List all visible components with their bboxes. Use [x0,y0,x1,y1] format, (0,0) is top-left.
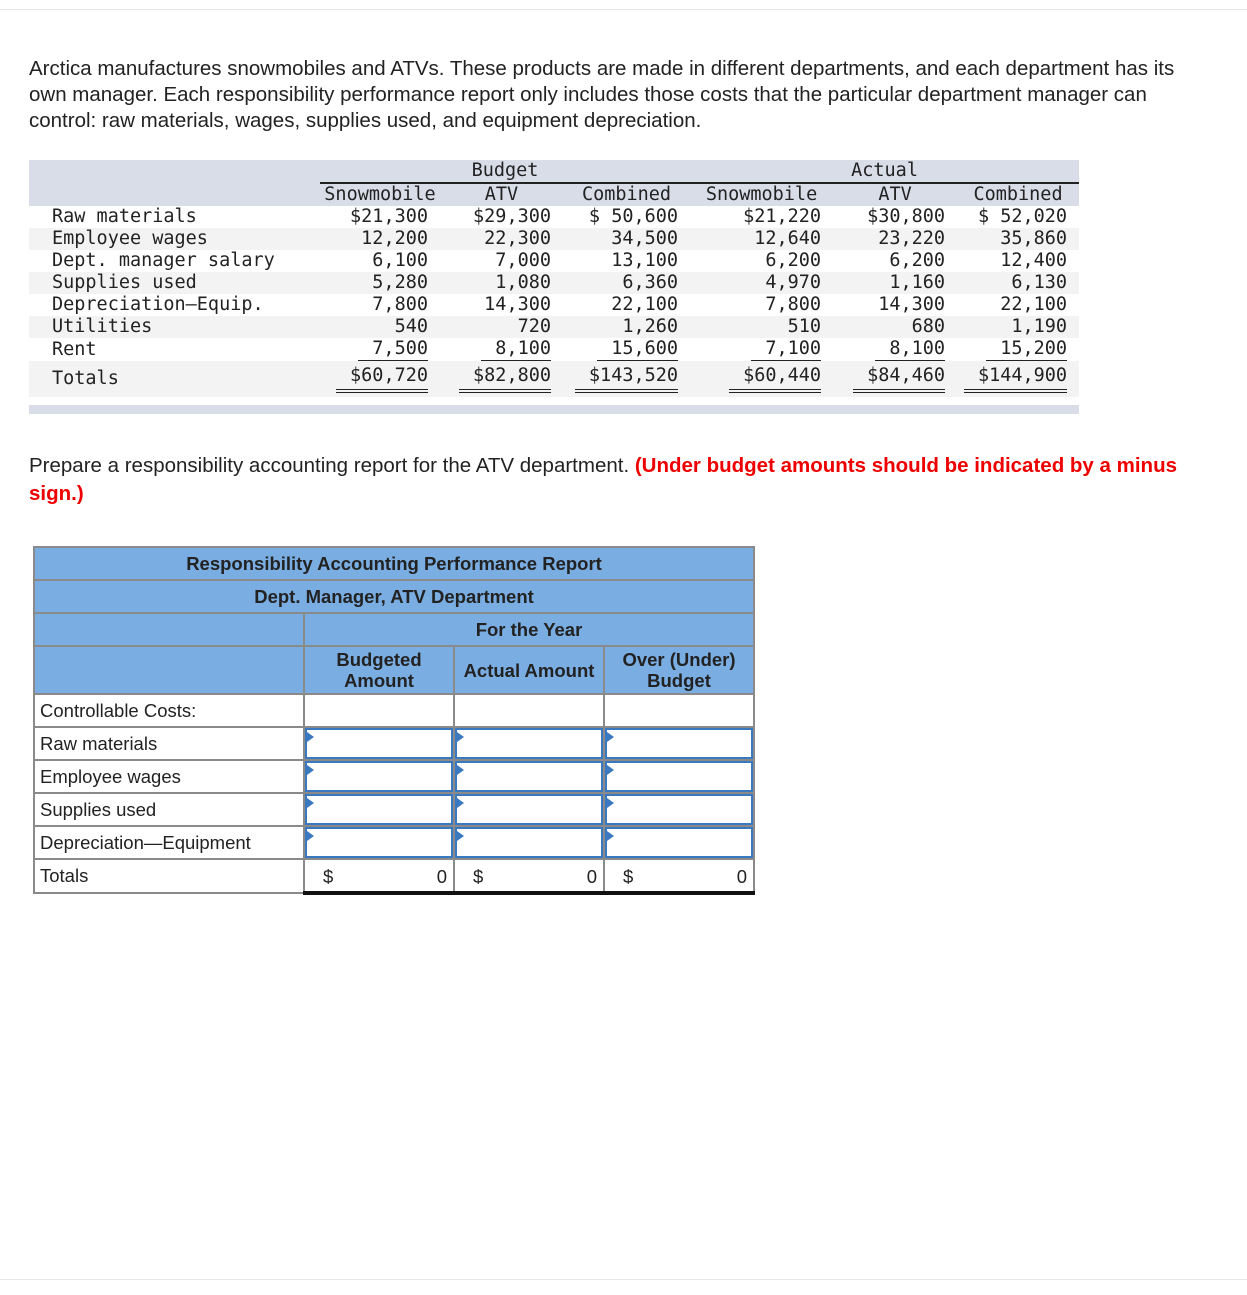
value-text: 7,800 [765,294,822,315]
column-header: Combined [563,183,690,206]
value-text: 720 [517,316,551,337]
totals-row [34,859,754,893]
column-header: Snowmobile [320,183,440,206]
budgeted-cell [304,760,454,793]
actual-input[interactable] [455,761,603,792]
value-text: 1,160 [889,272,946,293]
cell-value [957,338,1079,361]
top-divider [0,9,1247,10]
value-text: 6,360 [622,272,679,293]
cell-value [320,316,440,338]
cell-value [957,228,1079,250]
total-variance [604,859,754,893]
cell-value [563,294,690,316]
question-note: (Under budget amounts should be indicated by a minus sign.) [29,454,1177,505]
row-label: Totals [29,361,320,397]
budgeted-input[interactable] [305,794,453,825]
cell-value [957,316,1079,338]
cell-value [833,338,957,361]
budgeted-cell [304,826,454,859]
total-actual [454,859,604,893]
cell-value [690,250,833,272]
cell-value [440,250,563,272]
row-label: Raw materials [34,727,304,760]
data-row [29,206,1079,228]
budgeted-input[interactable] [305,827,453,858]
cell-value [563,316,690,338]
actual-input[interactable] [455,827,603,858]
row-label: Employee wages [29,228,320,250]
value-text: 22,100 [611,294,679,315]
value-text: 35,860 [1000,228,1068,249]
row-label: Depreciation—Equipment [34,826,304,859]
cell-value [690,316,833,338]
cell-value [440,272,563,294]
column-header: ATV [440,183,563,206]
value-text: $144,900 [964,365,1067,393]
value-text: 4,970 [765,272,822,293]
cell-value [563,206,690,228]
cell-value [690,361,833,397]
row-label: Employee wages [34,760,304,793]
value-text: 6,100 [372,250,428,271]
data-row [29,361,1079,397]
data-row [29,294,1079,316]
value-text: 680 [911,316,946,337]
cell-value [440,316,563,338]
data-row [29,338,1079,361]
value-text: $ 50,600 [588,206,679,227]
actual-cell [454,760,604,793]
row-label: Depreciation—Equip. [52,294,264,315]
value-text: 14,300 [484,294,551,315]
value-text: 7,000 [495,250,551,271]
value-text: 7,100 [751,338,821,361]
budget-group-header: Budget [320,160,690,183]
value-text: 34,500 [611,228,679,249]
value-text: $21,220 [743,206,822,227]
report-row [34,727,754,760]
report-title: Responsibility Accounting Performance Report [34,547,754,580]
value-text: 5,280 [372,272,428,293]
actual-cell [454,727,604,760]
report-row [34,826,754,859]
data-row [29,228,1079,250]
value-text: $ 52,020 [977,206,1068,227]
section-label: Controllable Costs: [34,694,304,727]
cell-value [320,206,440,228]
value-text: $60,720 [336,365,428,393]
budgeted-cell [304,793,454,826]
variance-input[interactable] [605,794,753,825]
totals-label: Totals [34,859,304,893]
variance-cell [604,760,754,793]
cell-value [957,361,1079,397]
budgeted-cell [304,727,454,760]
header-actual: Actual Amount [454,646,604,694]
cell-value [690,338,833,361]
report-row [34,793,754,826]
report-period: For the Year [304,613,754,646]
report-subtitle: Dept. Manager, ATV Department [34,580,754,613]
total-value: 0 [586,866,597,887]
actual-cell [454,793,604,826]
cell-value [833,228,957,250]
actual-input[interactable] [455,794,603,825]
column-header: Snowmobile [690,183,833,206]
cell-value [957,206,1079,228]
actual-input[interactable] [455,728,603,759]
data-row [29,316,1079,338]
cell-value [320,272,440,294]
value-text: $82,800 [459,365,551,393]
value-text: 22,100 [1000,294,1068,315]
value-text: 6,130 [1011,272,1068,293]
actual-cell [454,826,604,859]
cell-value [563,361,690,397]
cell-value [833,294,957,316]
cell-value [320,338,440,361]
value-text: 6,200 [765,250,822,271]
value-text: 23,220 [878,228,946,249]
cell-value [440,361,563,397]
value-text: 540 [394,316,428,337]
value-text: $84,460 [853,365,945,393]
variance-cell [604,826,754,859]
cell-value [440,338,563,361]
cell-value [320,228,440,250]
cell-value [320,250,440,272]
cell-value [690,206,833,228]
question-text: Prepare a responsibility accounting report for the ATV department. [29,454,630,477]
cell-value [440,228,563,250]
variance-input[interactable] [605,827,753,858]
row-label: Dept. manager salary [52,250,275,271]
data-row [29,250,1079,272]
row-label: Supplies used [34,793,304,826]
row-label: Supplies used [29,272,320,294]
value-text: 14,300 [878,294,946,315]
question [29,452,1219,508]
cell-value [833,272,957,294]
problem-intro: Arctica manufactures snowmobiles and ATVs. These products are made in different departments, and each department has its own manager. Each responsibility performance report only includes those costs that the particular department manager can control: raw materials, wages, supplies used, and equipment depreciation. [29,57,1175,132]
cost-data-table [29,160,1079,414]
cell-value [690,272,833,294]
cell-value [440,294,563,316]
total-value: 0 [736,866,748,887]
cell-value [563,272,690,294]
variance-input[interactable] [605,728,753,759]
currency-symbol: $ [623,866,634,887]
cell-value [563,250,690,272]
report-row [34,760,754,793]
value-text: $30,800 [867,206,946,227]
cell-value [320,294,440,316]
value-text: $143,520 [575,365,678,393]
row-label: Raw materials [52,206,197,227]
cell-value [833,250,957,272]
value-text: 15,200 [986,338,1067,361]
value-text: $60,440 [729,365,821,393]
row-label: Utilities [29,316,320,338]
header-budgeted: Budgeted Amount [304,646,454,694]
column-header: Combined [957,183,1079,206]
cell-value [957,294,1079,316]
value-text: 1,080 [495,272,551,293]
value-text: 12,200 [361,228,428,249]
cell-value [957,272,1079,294]
value-text: 22,300 [484,228,551,249]
cell-value [833,361,957,397]
value-text: 12,400 [1000,250,1068,271]
budgeted-input[interactable] [305,728,453,759]
value-text: 510 [787,316,822,337]
variance-input[interactable] [605,761,753,792]
value-text: 6,200 [889,250,946,271]
actual-group-header: Actual [690,160,1079,183]
budgeted-input[interactable] [305,761,453,792]
variance-cell [604,793,754,826]
cell-value [563,338,690,361]
value-text: 1,190 [1011,316,1068,337]
value-text: $29,300 [473,206,551,227]
currency-symbol: $ [323,866,334,887]
performance-report-table [33,546,755,895]
header-variance: Over (Under) Budget [604,646,754,694]
bottom-divider [0,1279,1247,1280]
cell-value [690,294,833,316]
data-row [29,272,1079,294]
cell-value [833,316,957,338]
value-text: 15,600 [597,338,678,361]
value-text: $21,300 [350,206,428,227]
cell-value [320,361,440,397]
value-text: 8,100 [481,338,551,361]
value-text: 12,640 [754,228,822,249]
value-text: 7,500 [358,338,428,361]
cell-value [957,250,1079,272]
value-text: 13,100 [611,250,679,271]
row-label: Rent [52,338,97,360]
cell-value [690,228,833,250]
variance-cell [604,727,754,760]
currency-symbol: $ [473,866,484,887]
value-text: 7,800 [372,294,428,315]
cell-value [563,228,690,250]
cell-value [440,206,563,228]
total-value: 0 [436,866,447,887]
value-text: 8,100 [875,338,945,361]
column-header: ATV [833,183,957,206]
cell-value [833,206,957,228]
total-budgeted [304,859,454,893]
value-text: 1,260 [622,316,679,337]
